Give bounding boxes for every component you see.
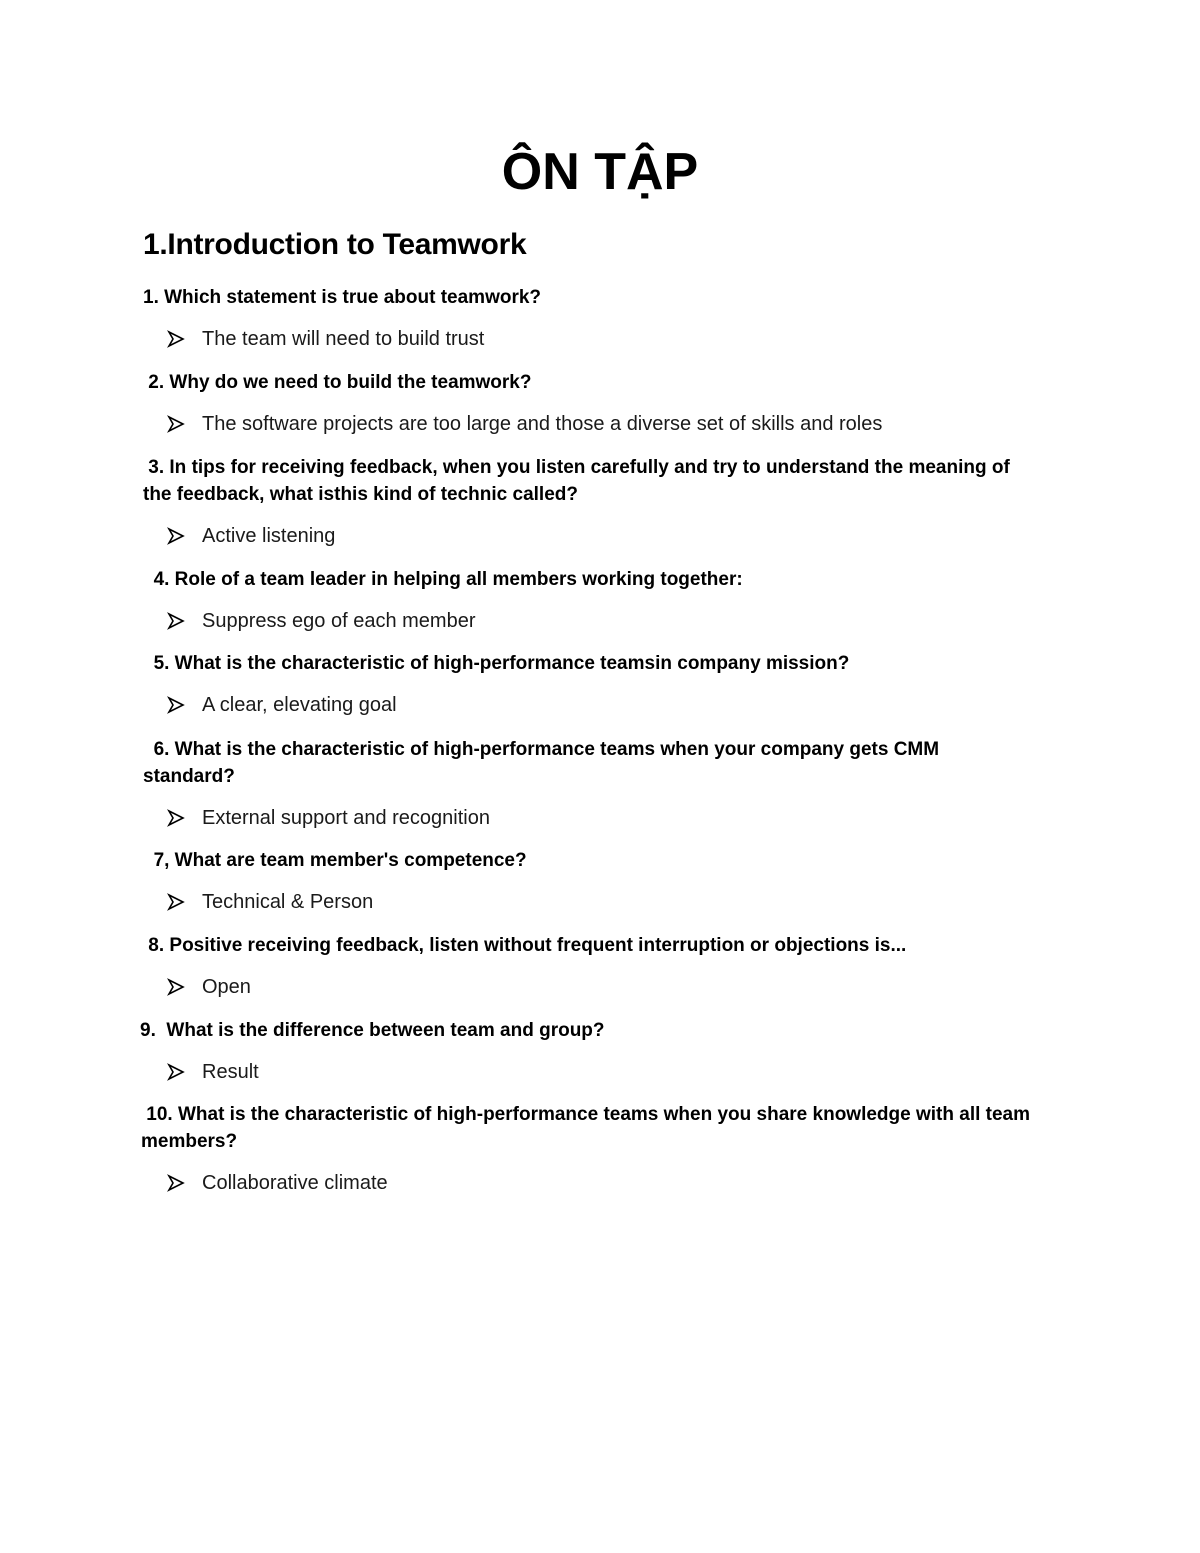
answer-text: Technical & Person xyxy=(202,891,374,913)
question-7: 7, What are team member's competence? xyxy=(143,850,527,871)
answer-4 xyxy=(167,608,476,634)
answer-7 xyxy=(167,889,373,915)
answer-10 xyxy=(167,1170,388,1196)
question-5: 5. What is the characteristic of high-performance teamsin company mission? xyxy=(143,653,850,674)
answer-5 xyxy=(167,692,397,718)
question-4: 4. Role of a team leader in helping all members working together: xyxy=(143,569,743,590)
page-title: ÔN TẬP xyxy=(501,143,699,201)
arrowhead-bullet-icon xyxy=(167,893,185,911)
answer-text: Active listening xyxy=(202,525,336,547)
answer-text: Suppress ego of each member xyxy=(202,610,476,632)
answer-1 xyxy=(167,326,484,352)
answer-text: Result xyxy=(202,1061,259,1083)
arrowhead-bullet-icon xyxy=(167,1063,185,1081)
arrowhead-bullet-icon xyxy=(167,978,185,996)
answer-3 xyxy=(167,523,335,549)
question-8: 8. Positive receiving feedback, listen without frequent interruption or objections is... xyxy=(143,935,907,956)
arrowhead-bullet-icon xyxy=(167,415,185,433)
answer-text: Open xyxy=(202,976,251,998)
question-6: 6. What is the characteristic of high-performance teams when your company gets CMM standard? xyxy=(143,739,945,787)
answer-text: The team will need to build trust xyxy=(202,328,485,350)
question-1: 1. Which statement is true about teamwork? xyxy=(143,287,542,308)
answer-6 xyxy=(167,805,490,831)
answer-2 xyxy=(167,411,882,437)
question-2: 2. Why do we need to build the teamwork? xyxy=(143,372,532,393)
section-heading: 1.Introduction to Teamwork xyxy=(143,228,527,261)
answer-text: The software projects are too large and those a diverse set of skills and roles xyxy=(202,413,883,435)
arrowhead-bullet-icon xyxy=(167,696,185,714)
question-9: 9. What is the difference between team and group? xyxy=(140,1020,605,1041)
arrowhead-bullet-icon xyxy=(167,527,185,545)
question-3: 3. In tips for receiving feedback, when you listen carefully and try to understand the meaning of the feedback, what isthis kind of technic called? xyxy=(143,457,1016,505)
answer-8 xyxy=(167,974,251,1000)
arrowhead-bullet-icon xyxy=(167,809,185,827)
arrowhead-bullet-icon xyxy=(167,612,185,630)
question-10: 10. What is the characteristic of high-performance teams when you share knowledge with all team members? xyxy=(141,1104,1036,1152)
answer-text: Collaborative climate xyxy=(202,1172,388,1194)
answer-9 xyxy=(167,1059,259,1085)
answer-text: A clear, elevating goal xyxy=(202,694,397,716)
answer-text: External support and recognition xyxy=(202,807,490,829)
arrowhead-bullet-icon xyxy=(167,1174,185,1192)
arrowhead-bullet-icon xyxy=(167,330,185,348)
